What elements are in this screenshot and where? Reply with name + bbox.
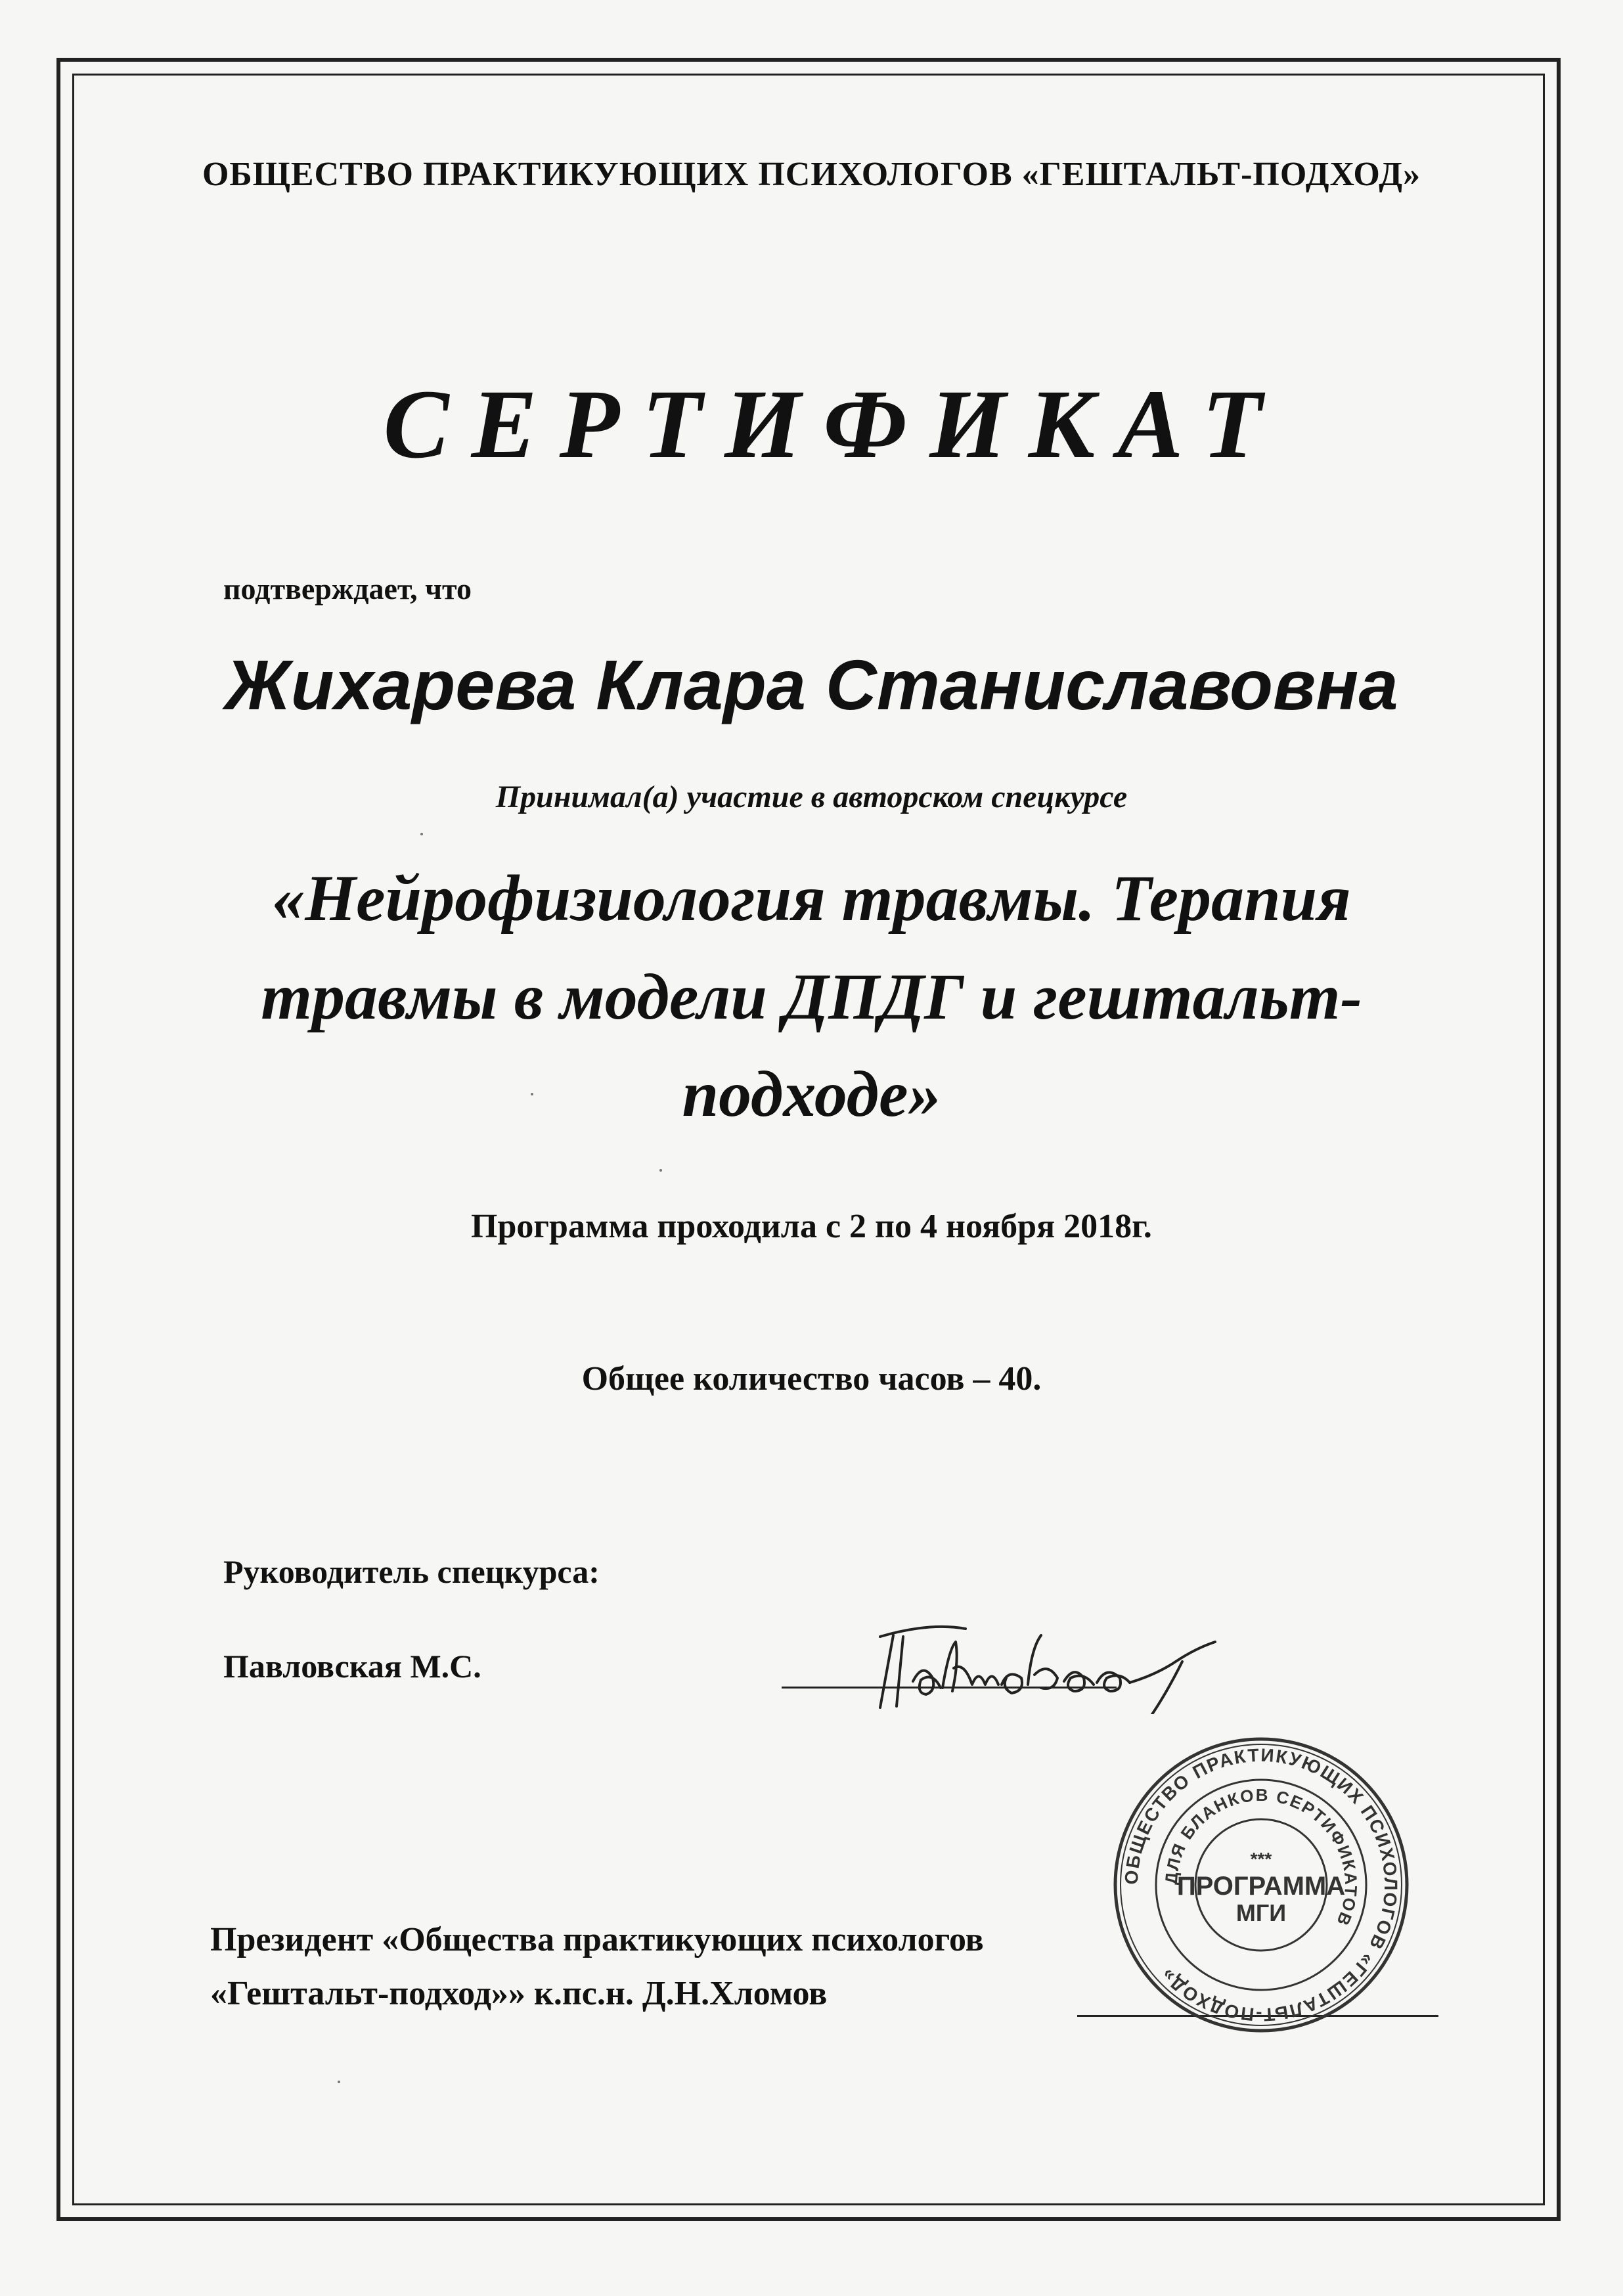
certificate-title: СЕРТИФИКАТ (383, 370, 1285, 479)
organization-stamp (1110, 1734, 1412, 2036)
stamp-stars: *** (1250, 1849, 1272, 1869)
recipient-name: Жихарева Клара Станиславовна (225, 645, 1398, 724)
total-hours: Общее количество часов – 40. (581, 1360, 1042, 1398)
participation-text: Принимал(а) участие в авторском спецкурсе (495, 780, 1128, 814)
president-line-2: «Гештальт-подход»» к.пс.н. Д.Н.Хломов (210, 1975, 828, 2012)
scan-speck (420, 833, 423, 835)
stamp-outer-text: ОБЩЕСТВО ПРАКТИКУЮЩИХ ПСИХОЛОГОВ «ГЕШТАЛЬТ-ПОДХОД» (1121, 1744, 1402, 2025)
stamp-center-line-1: ПРОГРАММА (1176, 1872, 1346, 1901)
organization-heading: ОБЩЕСТВО ПРАКТИКУЮЩИХ ПСИХОЛОГОВ «ГЕШТАЛЬТ-ПОДХОД» (202, 156, 1421, 193)
course-leader-label: Руководитель спецкурса: (223, 1553, 600, 1590)
scan-speck (338, 2081, 340, 2083)
president-line-1: Президент «Общества практикующих психологов (210, 1921, 984, 1958)
program-dates: Программа проходила с 2 по 4 ноября 2018г. (471, 1208, 1152, 1245)
course-title-line-2: травмы в модели ДПДГ и гештальт- (261, 960, 1362, 1033)
handwritten-signature (867, 1622, 1235, 1714)
course-title-line-3: подходе» (682, 1057, 941, 1130)
course-leader-name: Павловская М.С. (223, 1648, 481, 1685)
scan-speck (659, 1169, 662, 1172)
scan-speck (531, 1093, 533, 1095)
course-title-line-1: «Нейрофизиология травмы. Терапия (272, 862, 1351, 935)
stamp-center-line-2: МГИ (1235, 1899, 1287, 1926)
stamp-inner-text: ДЛЯ БЛАНКОВ СЕРТИФИКАТОВ (1161, 1784, 1362, 1930)
confirms-text: подтверждает, что (223, 572, 472, 606)
